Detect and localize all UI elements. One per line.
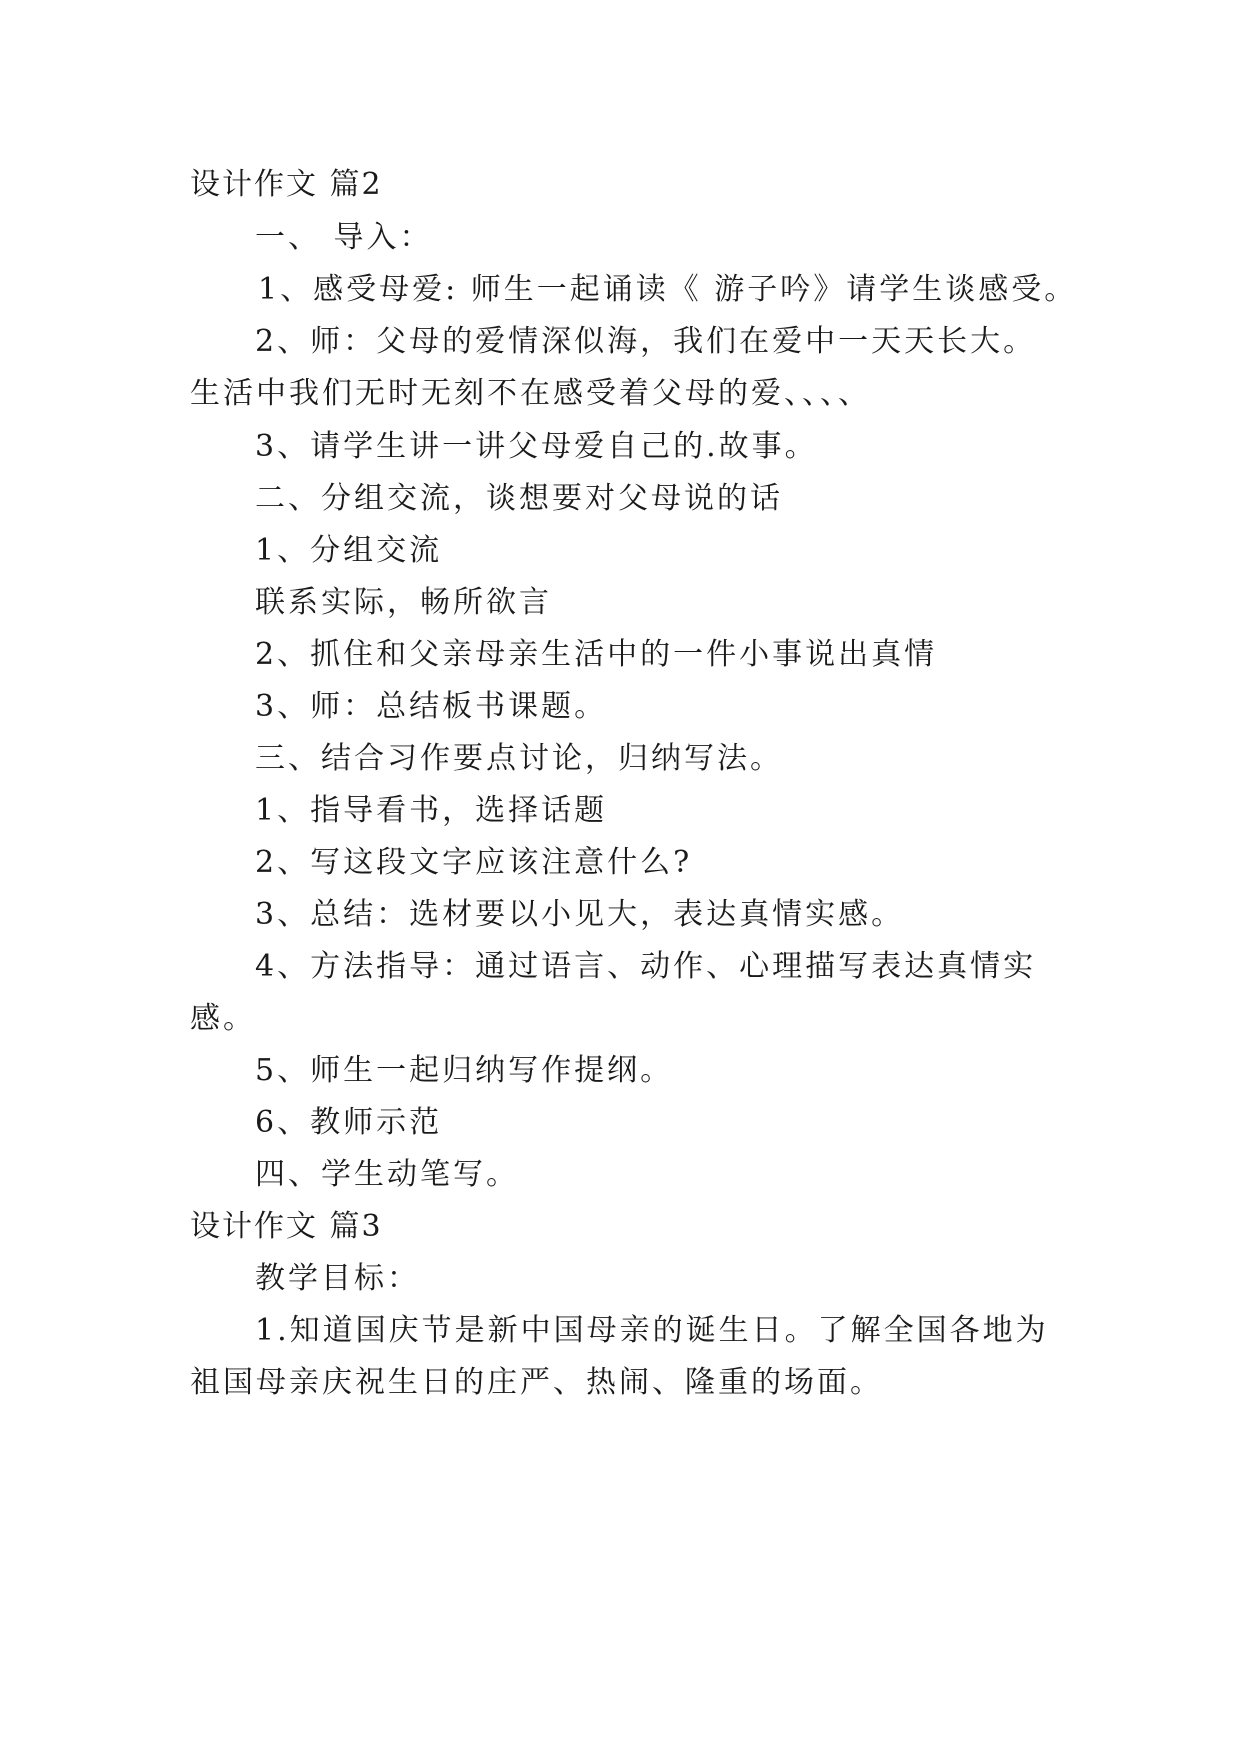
paragraph-line: 二、分组交流，谈想要对父母说的话	[255, 481, 783, 516]
paragraph-line: 1、感受母爱: 师生一起诵读《 游子吟》请学生谈感受。	[258, 272, 1078, 307]
paragraph-line: 1、分组交流	[255, 533, 443, 568]
paragraph-line: 一、 导入：	[255, 220, 433, 255]
section-title: 设计作文 篇2	[190, 167, 383, 202]
paragraph-line: 感。	[190, 1001, 256, 1036]
paragraph-line: 4、方法指导：通过语言、动作、心理描写表达真情实	[255, 949, 1037, 984]
paragraph-line: 祖国母亲庆祝生日的庄严、热闹、隆重的场面。	[190, 1365, 883, 1400]
paragraph-line: 2、抓住和父亲母亲生活中的一件小事说出真情	[255, 637, 938, 672]
paragraph-line: 四、学生动笔写。	[255, 1157, 519, 1192]
paragraph-line: 1、指导看书，选择话题	[255, 793, 608, 828]
paragraph-line: 联系实际，畅所欲言	[255, 585, 552, 620]
section-title: 设计作文 篇3	[190, 1209, 383, 1244]
paragraph-line: 3、总结：选材要以小见大，表达真情实感。	[255, 897, 905, 932]
paragraph-line: 三、结合习作要点讨论，归纳写法。	[255, 741, 783, 776]
paragraph-line: 3、请学生讲一讲父母爱自己的.故事。	[255, 429, 818, 464]
paragraph-line: 2、师：父母的爱情深似海，我们在爱中一天天长大。	[255, 324, 1037, 359]
paragraph-line: 2、写这段文字应该注意什么?	[255, 845, 693, 880]
paragraph-line: 5、师生一起归纳写作提纲。	[255, 1053, 674, 1088]
paragraph-line: 3、师：总结板书课题。	[255, 689, 608, 724]
paragraph-line: 1.知道国庆节是新中国母亲的诞生日。了解全国各地为	[255, 1313, 1049, 1348]
paragraph-line: 教学目标：	[255, 1261, 420, 1296]
paragraph-line: 6、教师示范	[255, 1105, 443, 1140]
paragraph-line: 生活中我们无时无刻不在感受着父母的爱、、、、	[190, 376, 871, 411]
